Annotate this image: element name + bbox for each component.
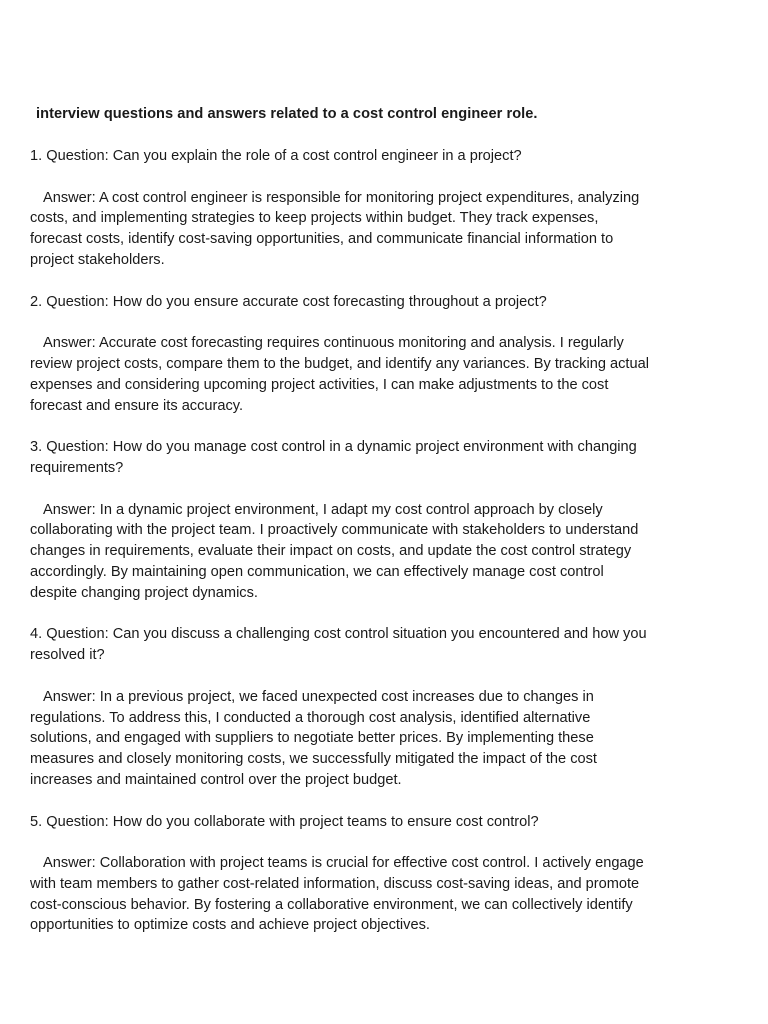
answer-line: with team members to gather cost-related information, discuss cost-saving ideas, and promote [30, 875, 640, 892]
answer-line: review project costs, compare them to the budget, and identify any variances. By tracking actual [30, 355, 649, 372]
answer-line: forecast and ensure its accuracy. [30, 397, 244, 414]
question-3 [30, 437, 750, 479]
answer-line: collaborating with the project team. I proactively communicate with stakeholders to understand [30, 522, 639, 539]
answer-line: Answer: In a previous project, we faced unexpected cost increases due to changes in [43, 688, 594, 705]
question-5 [30, 812, 750, 833]
qa-item-4 [30, 624, 750, 790]
question-1 [30, 146, 750, 167]
answer-2 [30, 333, 750, 416]
answer-5 [30, 853, 750, 936]
answer-line: opportunities to optimize costs and achieve project objectives. [30, 917, 430, 934]
question-4 [30, 624, 750, 666]
answer-line: forecast costs, identify cost-saving opportunities, and communicate financial information to [30, 231, 614, 248]
qa-list [30, 146, 750, 957]
answer-4 [30, 687, 750, 791]
question-line: 3. Question: How do you manage cost control in a dynamic project environment with changing [30, 439, 637, 456]
question-line: 5. Question: How do you collaborate with project teams to ensure cost control? [30, 813, 539, 830]
question-line: 4. Question: Can you discuss a challenging cost control situation you encountered and how you [30, 626, 647, 643]
qa-item-5 [30, 812, 750, 937]
answer-line: solutions, and engaged with suppliers to negotiate better prices. By implementing these [30, 730, 594, 747]
question-line: resolved it? [30, 647, 105, 664]
question-line: requirements? [30, 459, 124, 476]
answer-line: costs, and implementing strategies to keep projects within budget. They track expenses, [30, 210, 599, 227]
answer-1 [30, 188, 750, 271]
qa-item-1 [30, 146, 750, 271]
answer-line: measures and closely monitoring costs, we successfully mitigated the impact of the cost [30, 751, 597, 768]
answer-line: Answer: A cost control engineer is responsible for monitoring project expenditures, analyzing [43, 189, 640, 206]
answer-line: Answer: Accurate cost forecasting requires continuous monitoring and analysis. I regularly [43, 335, 624, 352]
answer-3 [30, 500, 750, 604]
question-line: 1. Question: Can you explain the role of a cost control engineer in a project? [30, 148, 522, 164]
answer-line: Answer: Collaboration with project teams is crucial for effective cost control. I actively engage [43, 855, 644, 872]
document-title: interview questions and answers related to a cost control engineer role. [36, 106, 538, 122]
question-line: 2. Question: How do you ensure accurate cost forecasting throughout a project? [30, 293, 547, 310]
answer-line: increases and maintained control over the project budget. [30, 771, 402, 788]
answer-line: expenses and considering upcoming project activities, I can make adjustments to the cost [30, 376, 609, 393]
answer-line: accordingly. By maintaining open communication, we can effectively manage cost control [30, 563, 604, 580]
answer-line: project stakeholders. [30, 251, 165, 268]
answer-line: changes in requirements, evaluate their impact on costs, and update the cost control strategy [30, 543, 632, 560]
qa-item-3 [30, 437, 750, 603]
answer-line: despite changing project dynamics. [30, 584, 258, 601]
answer-line: regulations. To address this, I conducted a thorough cost analysis, identified alternative [30, 709, 591, 726]
answer-line: Answer: In a dynamic project environment, I adapt my cost control approach by closely [43, 501, 603, 518]
answer-line: cost-conscious behavior. By fostering a collaborative environment, we can collectively identify [30, 896, 633, 913]
qa-item-2 [30, 292, 750, 417]
question-2 [30, 292, 750, 313]
